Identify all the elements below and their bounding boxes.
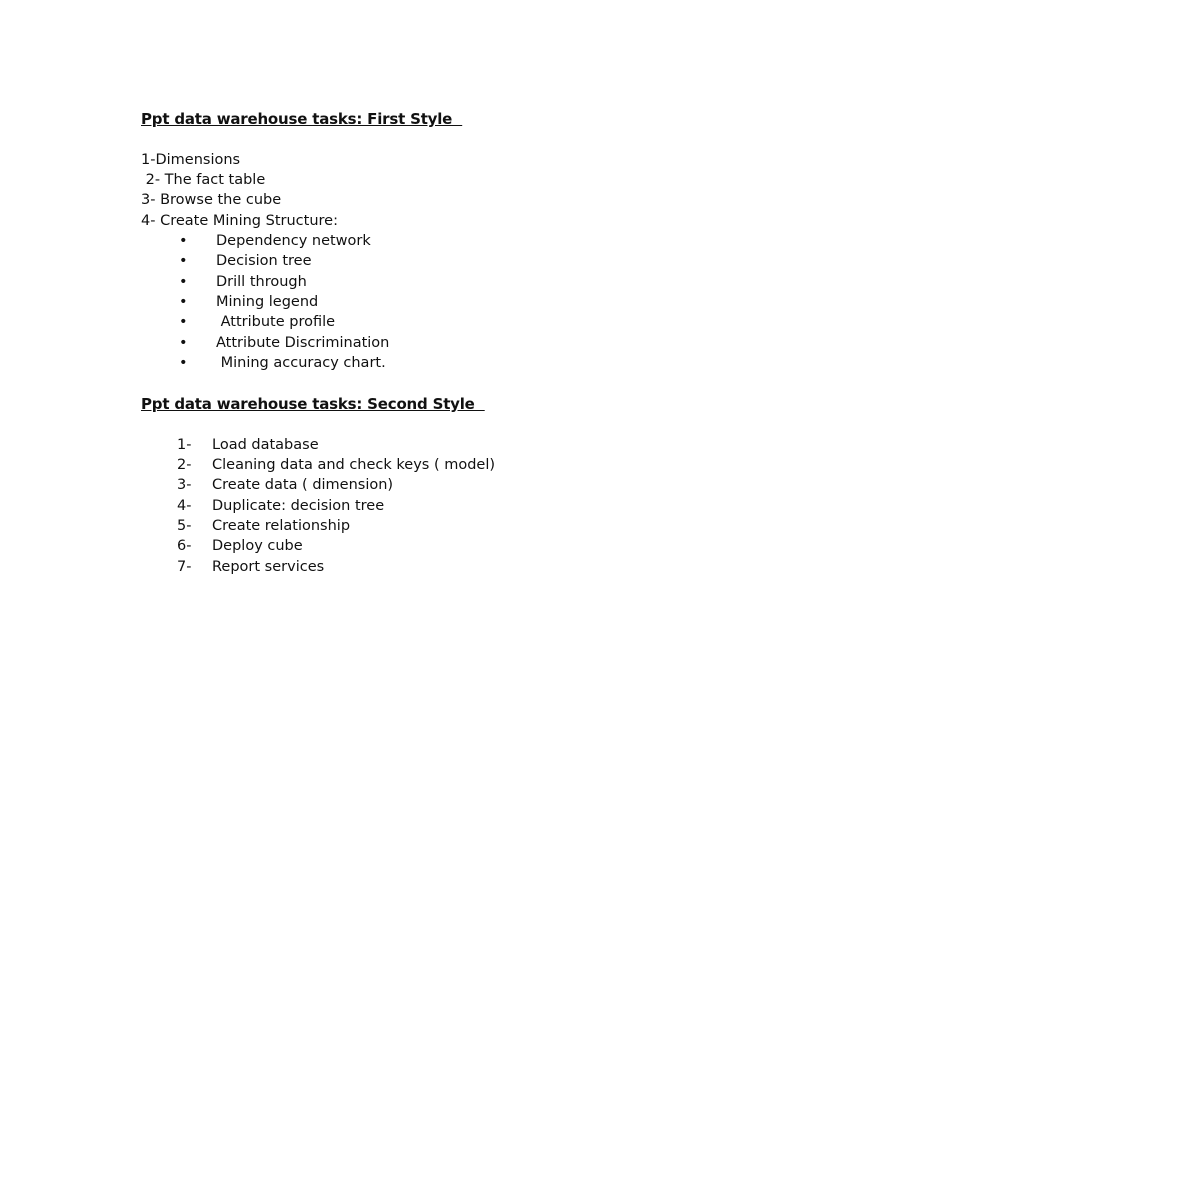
bullet-item bbox=[141, 231, 1041, 251]
numbered-item bbox=[141, 536, 1041, 556]
bullet-icon: • bbox=[179, 273, 188, 290]
bullet-icon: • bbox=[179, 314, 188, 331]
bullet-text: Attribute profile bbox=[216, 314, 336, 331]
numbered-item bbox=[141, 557, 1041, 577]
bullet-item bbox=[141, 292, 1041, 312]
bullet-text: Decision tree bbox=[216, 253, 312, 270]
item-number: 1- bbox=[177, 436, 192, 453]
bullet-text: Attribute Discrimination bbox=[216, 334, 390, 351]
item-text: Cleaning data and check keys ( model) bbox=[212, 456, 496, 473]
numbered-item bbox=[141, 475, 1041, 495]
bullet-icon: • bbox=[179, 253, 188, 270]
bullet-item bbox=[141, 272, 1041, 292]
item-text: Load database bbox=[212, 436, 319, 453]
list-item: 4- Create Mining Structure: bbox=[141, 212, 338, 229]
item-number: 2- bbox=[177, 456, 192, 473]
bullet-text: Drill through bbox=[216, 273, 307, 290]
bullet-item bbox=[141, 251, 1041, 271]
document-page bbox=[141, 109, 1041, 577]
bullet-icon: • bbox=[179, 355, 188, 372]
section-2-title: Ppt data warehouse tasks: Second Style bbox=[141, 394, 485, 413]
bullet-icon: • bbox=[179, 294, 188, 311]
section-1-title: Ppt data warehouse tasks: First Style bbox=[141, 110, 463, 128]
item-number: 5- bbox=[177, 517, 192, 534]
item-number: 4- bbox=[177, 497, 192, 514]
numbered-item bbox=[141, 516, 1041, 536]
numbered-item bbox=[141, 435, 1041, 455]
bullet-item bbox=[141, 333, 1041, 353]
bullet-icon: • bbox=[179, 334, 188, 351]
bullet-text: Dependency network bbox=[216, 233, 371, 250]
bullet-text: Mining accuracy chart. bbox=[216, 355, 386, 372]
numbered-item bbox=[141, 496, 1041, 516]
bullet-item bbox=[141, 312, 1041, 332]
item-number: 3- bbox=[177, 477, 192, 494]
item-text: Deploy cube bbox=[212, 538, 303, 555]
bullet-icon: • bbox=[179, 233, 188, 250]
item-text: Create relationship bbox=[212, 517, 351, 534]
list-item: 3- Browse the cube bbox=[141, 192, 282, 209]
list-item: 1-Dimensions bbox=[141, 151, 241, 168]
item-text: Create data ( dimension) bbox=[212, 477, 394, 494]
item-text: Duplicate: decision tree bbox=[212, 497, 385, 514]
item-text: Report services bbox=[212, 558, 325, 575]
item-number: 6- bbox=[177, 538, 192, 555]
list-item: 2- The fact table bbox=[141, 172, 266, 189]
bullet-item bbox=[141, 353, 1041, 373]
numbered-item bbox=[141, 455, 1041, 475]
item-number: 7- bbox=[177, 558, 192, 575]
bullet-text: Mining legend bbox=[216, 294, 319, 311]
